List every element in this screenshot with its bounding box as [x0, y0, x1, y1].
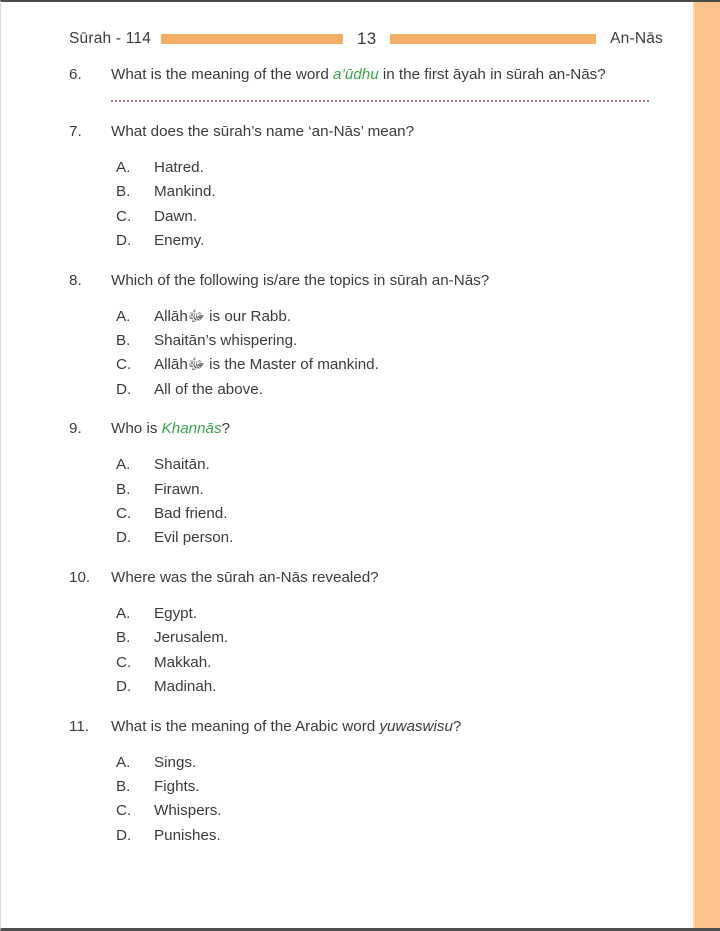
option-b: [116, 478, 720, 502]
option-text: Bad friend.: [154, 505, 228, 523]
question-6: [69, 65, 720, 102]
option-b: [116, 180, 720, 204]
option-c: [116, 651, 720, 675]
option-text: Allāhﷻ is the Master of mankind.: [154, 356, 379, 374]
option-letter: D.: [116, 826, 132, 844]
question-number: 9.: [69, 420, 82, 438]
option-letter: C.: [116, 802, 132, 820]
question-text-after: in the first āyah in sūrah an-Nās?: [378, 66, 606, 83]
option-c: [116, 502, 720, 526]
page-edge-stripe: [693, 2, 720, 928]
options-list: [116, 156, 720, 254]
question-text-before: What is the meaning of the Arabic word: [111, 717, 380, 735]
option-letter: C.: [116, 207, 132, 225]
question-9: [69, 419, 720, 551]
header-surah-name: An-Nās: [610, 30, 663, 47]
option-c: [116, 353, 720, 377]
option-a: [116, 305, 720, 329]
option-letter: A.: [116, 753, 131, 771]
question-text-before: What does the sūrah’s name ‘an-Nās’ mean?: [111, 123, 415, 140]
page-number: 13: [357, 29, 377, 48]
option-text: All of the above.: [154, 380, 263, 398]
answer-dotted-line: [111, 100, 649, 102]
option-b: [116, 775, 720, 799]
option-a: [116, 751, 720, 775]
option-text: Jerusalem.: [154, 629, 229, 647]
option-text: Shaitān’s whispering.: [154, 332, 298, 350]
question-10: [69, 568, 720, 700]
option-letter: A.: [116, 456, 131, 474]
option-text: Allāhﷻ is our Rabb.: [154, 307, 292, 325]
question-11: [69, 717, 720, 849]
option-text: Dawn.: [154, 207, 198, 225]
option-text: Sings.: [154, 753, 197, 771]
option-letter: C.: [116, 505, 132, 523]
option-text: Enemy.: [154, 232, 205, 250]
options-list: [116, 602, 720, 700]
option-letter: D.: [116, 232, 132, 250]
question-text: [111, 122, 414, 141]
option-letter: A.: [116, 307, 131, 325]
option-letter: A.: [116, 604, 131, 622]
option-a: [116, 156, 720, 180]
question-number: 7.: [69, 123, 82, 140]
option-text: Mankind.: [154, 183, 216, 201]
option-a: [116, 453, 720, 477]
option-a: [116, 602, 720, 626]
option-d: [116, 526, 720, 550]
question-keyword: Khannās: [161, 420, 222, 438]
question-keyword: a’ūdhu: [333, 66, 379, 83]
option-c: [116, 799, 720, 823]
question-text: [111, 271, 489, 290]
option-d: [116, 675, 720, 699]
question-number: 10.: [69, 568, 91, 586]
option-letter: C.: [116, 356, 132, 374]
option-text: Whispers.: [154, 802, 222, 820]
question-text-before: Where was the sūrah an-Nās revealed?: [111, 568, 379, 586]
question-text: [111, 717, 461, 736]
header-surah-title: Sūrah - 114: [69, 30, 152, 47]
option-text: Firawn.: [154, 480, 204, 498]
header-decorative-bar-right: [390, 34, 596, 44]
option-b: [116, 626, 720, 650]
option-text: Fights.: [154, 777, 200, 795]
option-text: Hatred.: [154, 159, 204, 176]
option-letter: B.: [116, 480, 131, 498]
question-keyword: yuwaswisu: [379, 717, 453, 735]
question-list: [1, 49, 720, 848]
question-text-before: Who is: [111, 420, 162, 438]
question-text-after: ?: [452, 717, 462, 735]
question-number: 11.: [69, 717, 89, 735]
option-letter: B.: [116, 777, 131, 795]
header-decorative-bar-left: [161, 34, 343, 44]
option-text: Makkah.: [154, 653, 212, 671]
option-letter: D.: [116, 529, 132, 547]
question-text: [111, 419, 230, 438]
option-letter: A.: [116, 159, 131, 176]
option-letter: B.: [116, 183, 131, 201]
question-text: [111, 65, 606, 84]
option-d: [116, 378, 720, 402]
question-text-before: Which of the following is/are the topics in sūrah an-Nās?: [111, 271, 490, 289]
option-text: Evil person.: [154, 529, 234, 547]
option-c: [116, 205, 720, 229]
question-number: 8.: [69, 271, 82, 289]
options-list: [116, 305, 720, 403]
option-letter: D.: [116, 678, 132, 696]
option-text: Egypt.: [154, 604, 198, 622]
page-header: [69, 29, 663, 49]
option-d: [116, 229, 720, 253]
option-text: Punishes.: [154, 826, 221, 844]
question-text: [111, 568, 379, 587]
option-text: Madinah.: [154, 678, 217, 696]
option-b: [116, 329, 720, 353]
question-number: 6.: [69, 66, 82, 83]
options-list: [116, 453, 720, 551]
option-letter: D.: [116, 380, 132, 398]
question-8: [69, 271, 720, 403]
option-d: [116, 824, 720, 848]
option-text: Shaitān.: [154, 456, 210, 474]
options-list: [116, 751, 720, 849]
option-letter: B.: [116, 629, 131, 647]
option-letter: B.: [116, 332, 131, 350]
question-text-after: ?: [221, 420, 231, 438]
question-7: [69, 122, 720, 254]
option-letter: C.: [116, 653, 132, 671]
question-text-before: What is the meaning of the word: [111, 66, 334, 83]
